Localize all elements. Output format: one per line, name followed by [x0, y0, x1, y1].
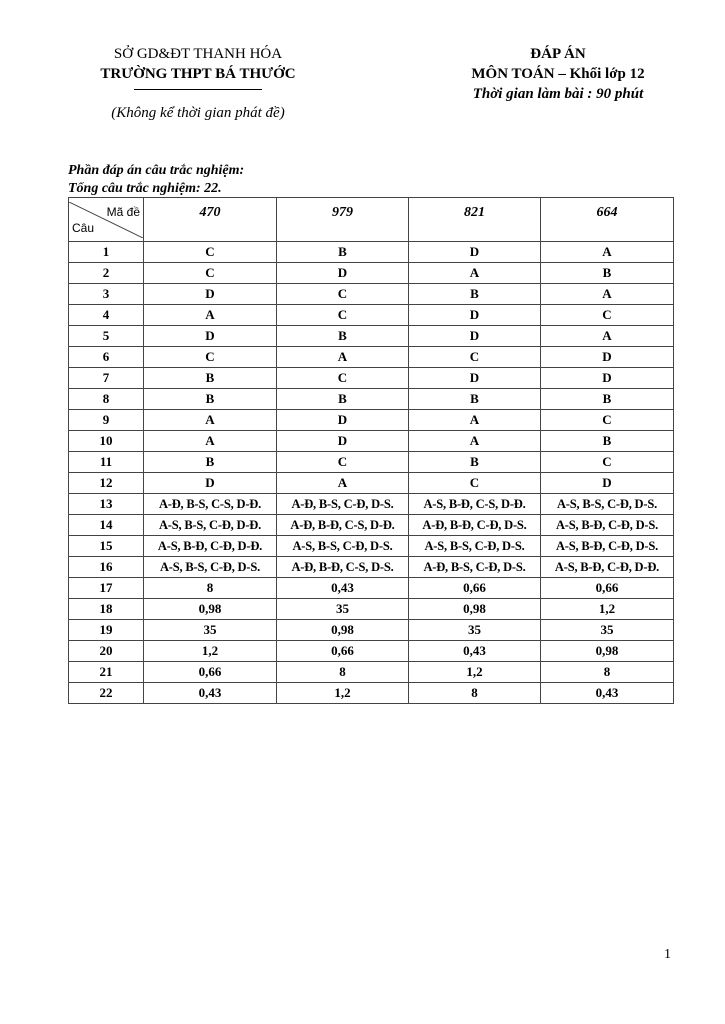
answer-cell: B — [541, 431, 674, 452]
answer-cell: D — [409, 242, 541, 263]
document-title: ĐÁP ÁN — [530, 46, 586, 62]
answer-cell: 0,43 — [277, 578, 409, 599]
answer-cell: D — [277, 263, 409, 284]
question-label: Câu — [72, 220, 95, 235]
table-row — [69, 473, 674, 494]
answer-cell: A-S, B-S, C-Đ, D-Đ. — [144, 515, 277, 536]
answer-cell: A — [541, 284, 674, 305]
answer-table — [68, 197, 674, 704]
table-row — [69, 683, 674, 704]
answer-cell: B — [409, 452, 541, 473]
subject-grade: MÔN TOÁN – Khối lớp 12 — [471, 66, 645, 82]
answer-cell: C — [541, 305, 674, 326]
answer-cell: 8 — [144, 578, 277, 599]
answer-cell: 35 — [409, 620, 541, 641]
exam-code-header: 470 — [144, 198, 277, 242]
answer-cell: A-S, B-Đ, C-Đ, D-S. — [541, 536, 674, 557]
answer-cell: C — [144, 347, 277, 368]
answer-cell: 35 — [144, 620, 277, 641]
table-row — [69, 494, 674, 515]
answer-cell: B — [277, 326, 409, 347]
corner-cell — [69, 198, 144, 242]
exam-code-header: 979 — [277, 198, 409, 242]
answer-cell: A — [409, 410, 541, 431]
question-number: 10 — [69, 431, 144, 452]
answer-cell: A-Đ, B-Đ, C-Đ, D-S. — [409, 515, 541, 536]
answer-cell: A-S, B-S, C-Đ, D-S. — [144, 557, 277, 578]
table-row — [69, 536, 674, 557]
table-row — [69, 389, 674, 410]
answer-cell: D — [144, 326, 277, 347]
answer-cell: A — [409, 263, 541, 284]
answer-cell: A-Đ, B-S, C-Đ, D-S. — [409, 557, 541, 578]
answer-cell: A-Đ, B-S, C-S, D-Đ. — [144, 494, 277, 515]
table-row — [69, 578, 674, 599]
table-row — [69, 557, 674, 578]
answer-cell: C — [541, 410, 674, 431]
answer-cell: 1,2 — [409, 662, 541, 683]
answer-cell: 8 — [541, 662, 674, 683]
answer-cell: B — [409, 389, 541, 410]
answer-cell: D — [409, 326, 541, 347]
answer-cell: B — [144, 368, 277, 389]
answer-cell: D — [541, 473, 674, 494]
answer-cell: A-Đ, B-Đ, C-S, D-Đ. — [277, 515, 409, 536]
answer-cell: C — [409, 347, 541, 368]
table-header-row — [69, 198, 674, 242]
table-row — [69, 641, 674, 662]
answer-cell: 1,2 — [144, 641, 277, 662]
question-number: 8 — [69, 389, 144, 410]
table-row — [69, 599, 674, 620]
answer-cell: 1,2 — [277, 683, 409, 704]
answer-cell: A — [277, 473, 409, 494]
table-row — [69, 326, 674, 347]
answer-cell: C — [541, 452, 674, 473]
answer-cell: 8 — [277, 662, 409, 683]
answer-cell: D — [541, 347, 674, 368]
answer-cell: A-S, B-Đ, C-Đ, D-Đ. — [144, 536, 277, 557]
table-row — [69, 410, 674, 431]
question-number: 3 — [69, 284, 144, 305]
answer-cell: A — [144, 431, 277, 452]
answer-cell: B — [541, 389, 674, 410]
answer-cell: C — [277, 368, 409, 389]
table-row — [69, 620, 674, 641]
section-title: Phần đáp án câu trắc nghiệm: — [68, 163, 245, 178]
answer-cell: 0,66 — [144, 662, 277, 683]
table-row — [69, 431, 674, 452]
exam-code-label: Mã đề — [106, 204, 140, 219]
question-number: 20 — [69, 641, 144, 662]
answer-cell: B — [144, 389, 277, 410]
answer-cell: 35 — [541, 620, 674, 641]
question-number: 11 — [69, 452, 144, 473]
table-row — [69, 284, 674, 305]
answer-cell: A-Đ, B-Đ, C-S, D-S. — [277, 557, 409, 578]
answer-cell: C — [144, 263, 277, 284]
answer-cell: 0,43 — [541, 683, 674, 704]
question-number: 2 — [69, 263, 144, 284]
answer-cell: D — [541, 368, 674, 389]
header-right — [440, 44, 676, 104]
answer-cell: A-S, B-Đ, C-Đ, D-Đ. — [541, 557, 674, 578]
answer-cell: C — [277, 284, 409, 305]
table-row — [69, 347, 674, 368]
answer-cell: B — [277, 389, 409, 410]
table-row — [69, 263, 674, 284]
answer-cell: D — [409, 305, 541, 326]
answer-cell: A — [144, 305, 277, 326]
time-note: (Không kể thời gian phát đề) — [111, 105, 285, 121]
question-number: 18 — [69, 599, 144, 620]
question-number: 6 — [69, 347, 144, 368]
answer-cell: 0,98 — [144, 599, 277, 620]
question-number: 9 — [69, 410, 144, 431]
answer-cell: A-S, B-S, C-Đ, D-S. — [541, 494, 674, 515]
answer-cell: B — [277, 242, 409, 263]
question-number: 15 — [69, 536, 144, 557]
answer-cell: 0,43 — [144, 683, 277, 704]
answer-cell: 35 — [277, 599, 409, 620]
answer-cell: A — [409, 431, 541, 452]
answer-cell: A — [541, 242, 674, 263]
answer-cell: B — [409, 284, 541, 305]
question-number: 21 — [69, 662, 144, 683]
table-row — [69, 515, 674, 536]
answer-cell: C — [144, 242, 277, 263]
question-number: 16 — [69, 557, 144, 578]
answer-cell: C — [277, 452, 409, 473]
question-total: Tổng câu trắc nghiệm: 22. — [68, 181, 222, 196]
answer-cell: A-S, B-Đ, C-S, D-Đ. — [409, 494, 541, 515]
page-number: 1 — [664, 947, 671, 962]
question-number: 19 — [69, 620, 144, 641]
answer-cell: 0,66 — [541, 578, 674, 599]
answer-cell: A — [144, 410, 277, 431]
answer-cell: C — [409, 473, 541, 494]
exam-duration: Thời gian làm bài : 90 phút — [472, 86, 644, 102]
exam-code-header: 821 — [409, 198, 541, 242]
answer-cell: A-S, B-S, C-Đ, D-S. — [277, 536, 409, 557]
question-number: 1 — [69, 242, 144, 263]
table-row — [69, 662, 674, 683]
question-number: 22 — [69, 683, 144, 704]
answer-cell: D — [277, 410, 409, 431]
table-row — [69, 305, 674, 326]
answer-cell: A-Đ, B-S, C-Đ, D-S. — [277, 494, 409, 515]
answer-cell: A — [277, 347, 409, 368]
answer-cell: 0,98 — [409, 599, 541, 620]
header-left — [60, 44, 336, 123]
table-row — [69, 368, 674, 389]
answer-cell: 0,43 — [409, 641, 541, 662]
table-row — [69, 452, 674, 473]
department-name: SỞ GD&ĐT THANH HÓA — [113, 46, 283, 62]
answer-cell: D — [409, 368, 541, 389]
table-row — [69, 242, 674, 263]
answer-cell: B — [541, 263, 674, 284]
question-number: 4 — [69, 305, 144, 326]
question-number: 13 — [69, 494, 144, 515]
question-number: 7 — [69, 368, 144, 389]
answer-cell: 0,66 — [277, 641, 409, 662]
header-divider — [134, 89, 262, 90]
answer-cell: A — [541, 326, 674, 347]
answer-cell: A-S, B-Đ, C-Đ, D-S. — [541, 515, 674, 536]
exam-code-header: 664 — [541, 198, 674, 242]
question-number: 14 — [69, 515, 144, 536]
question-number: 17 — [69, 578, 144, 599]
answer-cell: 1,2 — [541, 599, 674, 620]
answer-cell: 0,66 — [409, 578, 541, 599]
answer-cell: 8 — [409, 683, 541, 704]
answer-cell: 0,98 — [541, 641, 674, 662]
answer-cell: D — [144, 473, 277, 494]
answer-cell: C — [277, 305, 409, 326]
question-number: 5 — [69, 326, 144, 347]
answer-cell: 0,98 — [277, 620, 409, 641]
school-name: TRƯỜNG THPT BÁ THƯỚC — [100, 66, 296, 82]
answer-cell: A-S, B-S, C-Đ, D-S. — [409, 536, 541, 557]
answer-cell: D — [277, 431, 409, 452]
question-number: 12 — [69, 473, 144, 494]
answer-cell: D — [144, 284, 277, 305]
answer-cell: B — [144, 452, 277, 473]
